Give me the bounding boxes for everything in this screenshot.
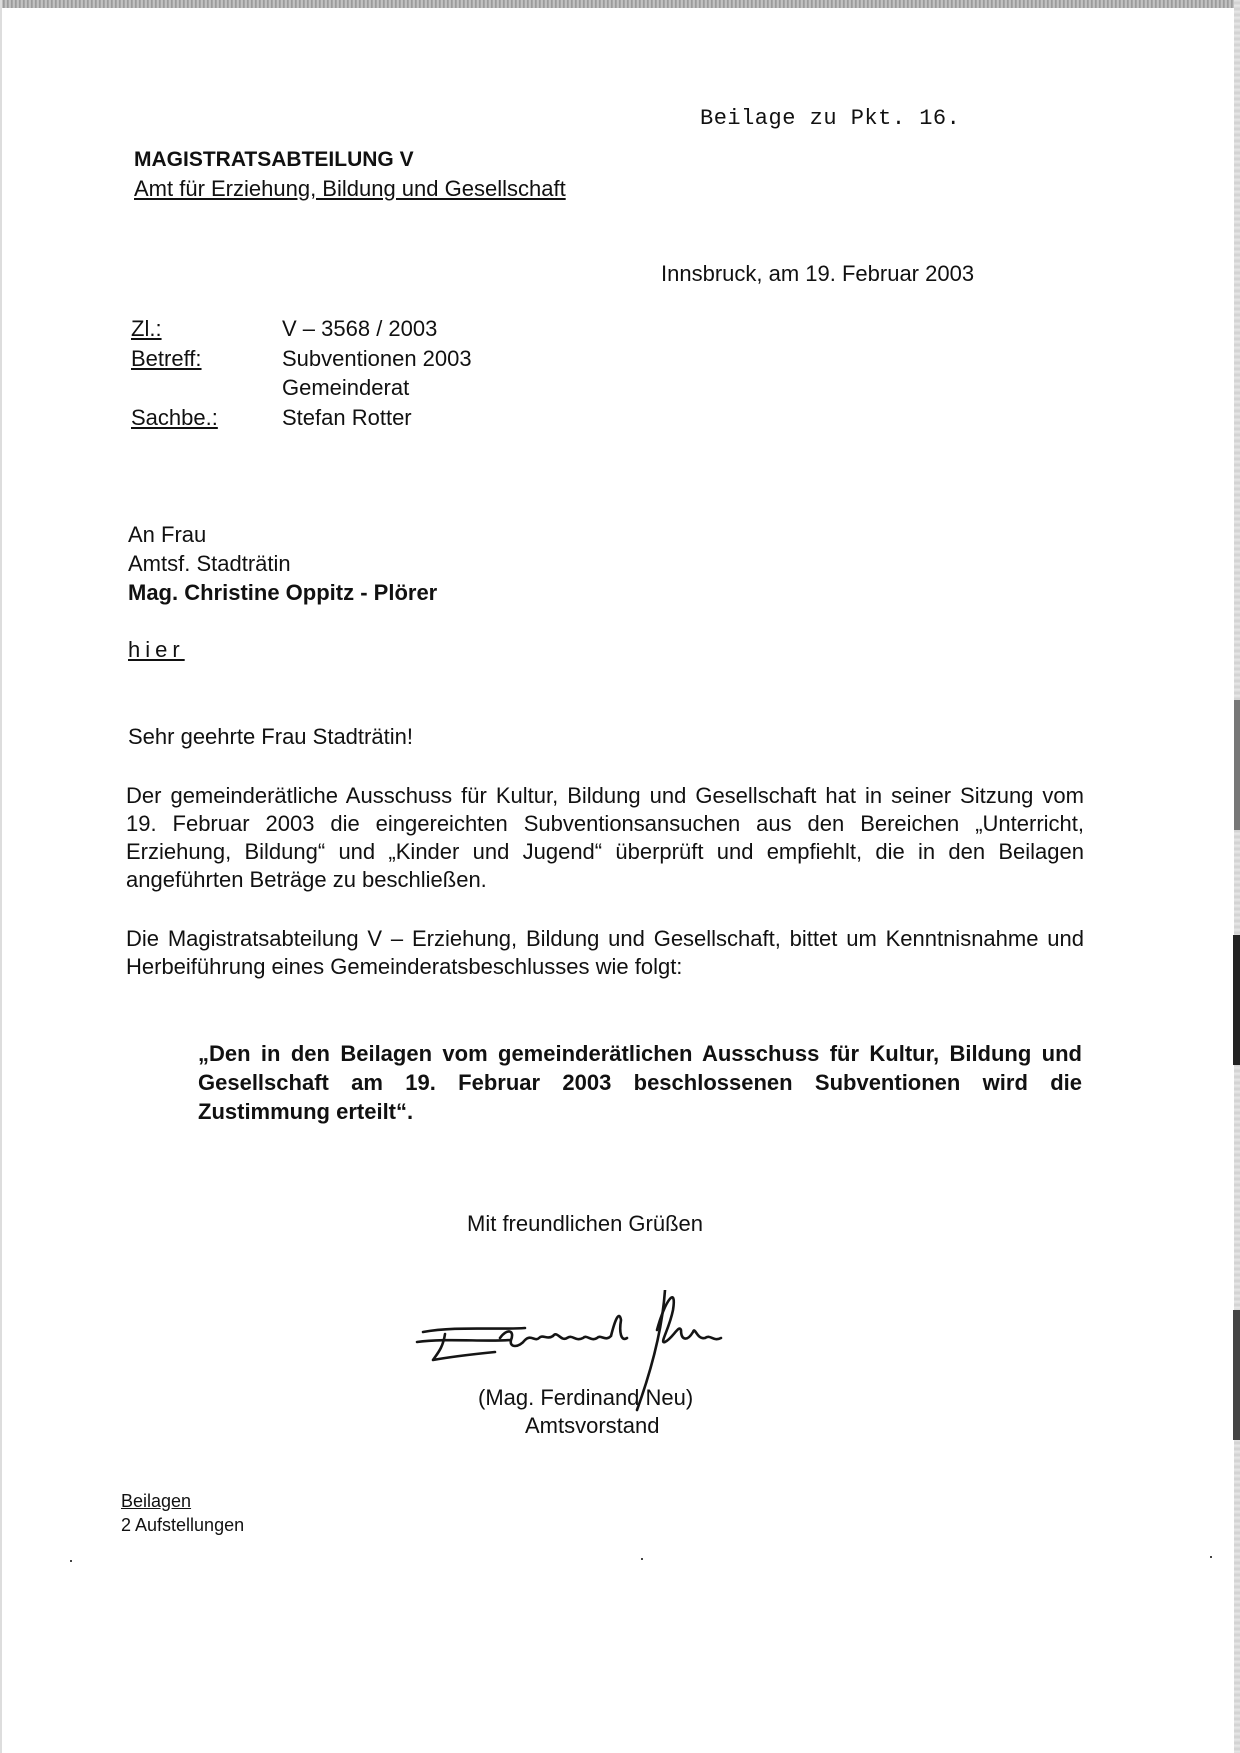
clerk-value: Stefan Rotter xyxy=(282,405,412,430)
body-paragraph-2: Die Magistratsabteilung V – Erziehung, Bildung und Gesellschaft, bittet um Kenntnisnahme und Herbeiführung eines Gemeinderatsbeschlusses wie folgt: xyxy=(126,926,1084,979)
office-name: Amt für Erziehung, Bildung und Gesellschaft xyxy=(134,176,566,201)
recipient-name: Mag. Christine Oppitz - Plörer xyxy=(128,580,438,605)
recipient-line-1: An Frau xyxy=(128,522,207,547)
recipient-location: hier xyxy=(128,637,185,662)
department-name: MAGISTRATSABTEILUNG V xyxy=(134,148,414,171)
scan-edge-top xyxy=(0,0,1240,8)
scan-speck xyxy=(70,1560,72,1562)
date-line: Innsbruck, am 19. Februar 2003 xyxy=(661,261,975,286)
salutation: Sehr geehrte Frau Stadträtin! xyxy=(128,724,413,749)
enclosure-note: Beilage zu Pkt. 16. xyxy=(700,106,961,131)
enclosures-value: 2 Aufstellungen xyxy=(121,1515,245,1535)
zl-value: V – 3568 / 2003 xyxy=(282,316,438,341)
scan-speck xyxy=(641,1558,643,1560)
scan-edge-mark xyxy=(1233,1310,1240,1440)
subject-label: Betreff: xyxy=(131,346,202,371)
body-paragraph-1: Der gemeinderätliche Ausschuss für Kultur, Bildung und Gesellschaft hat in seiner Sitzung vom 19. Februar 2003 die eingereichten Subventionsansuchen aus den Bereichen „Unterricht, Erziehung, Bildung“ und „Kinder und Jugend“ überprüft und empfiehlt, die in den Beilagen angeführten Beträge zu beschließen. xyxy=(126,783,1084,892)
scan-edge-mark xyxy=(1233,935,1240,1065)
subject-line-2: Gemeinderat xyxy=(282,375,410,400)
enclosures-label: Beilagen xyxy=(121,1491,192,1511)
resolution-text: „Den in den Beilagen vom gemeinderätlichen Ausschuss für Kultur, Bildung und Gesellschaft am 19. Februar 2003 beschlossenen Subventionen wird die Zustimmung erteilt“. xyxy=(198,1041,1082,1124)
subject-line-1: Subventionen 2003 xyxy=(282,346,472,371)
closing-greeting: Mit freundlichen Grüßen xyxy=(467,1211,703,1236)
signer-name: (Mag. Ferdinand Neu) xyxy=(478,1385,694,1410)
zl-label: Zl.: xyxy=(131,316,162,341)
scan-edge-right xyxy=(1234,0,1240,1753)
scan-edge-mark xyxy=(1234,700,1240,830)
clerk-label: Sachbe.: xyxy=(131,405,218,430)
recipient-line-2: Amtsf. Stadträtin xyxy=(128,551,291,576)
signer-role: Amtsvorstand xyxy=(525,1413,660,1438)
scan-speck xyxy=(1210,1556,1212,1558)
scan-edge-left xyxy=(0,0,2,1753)
